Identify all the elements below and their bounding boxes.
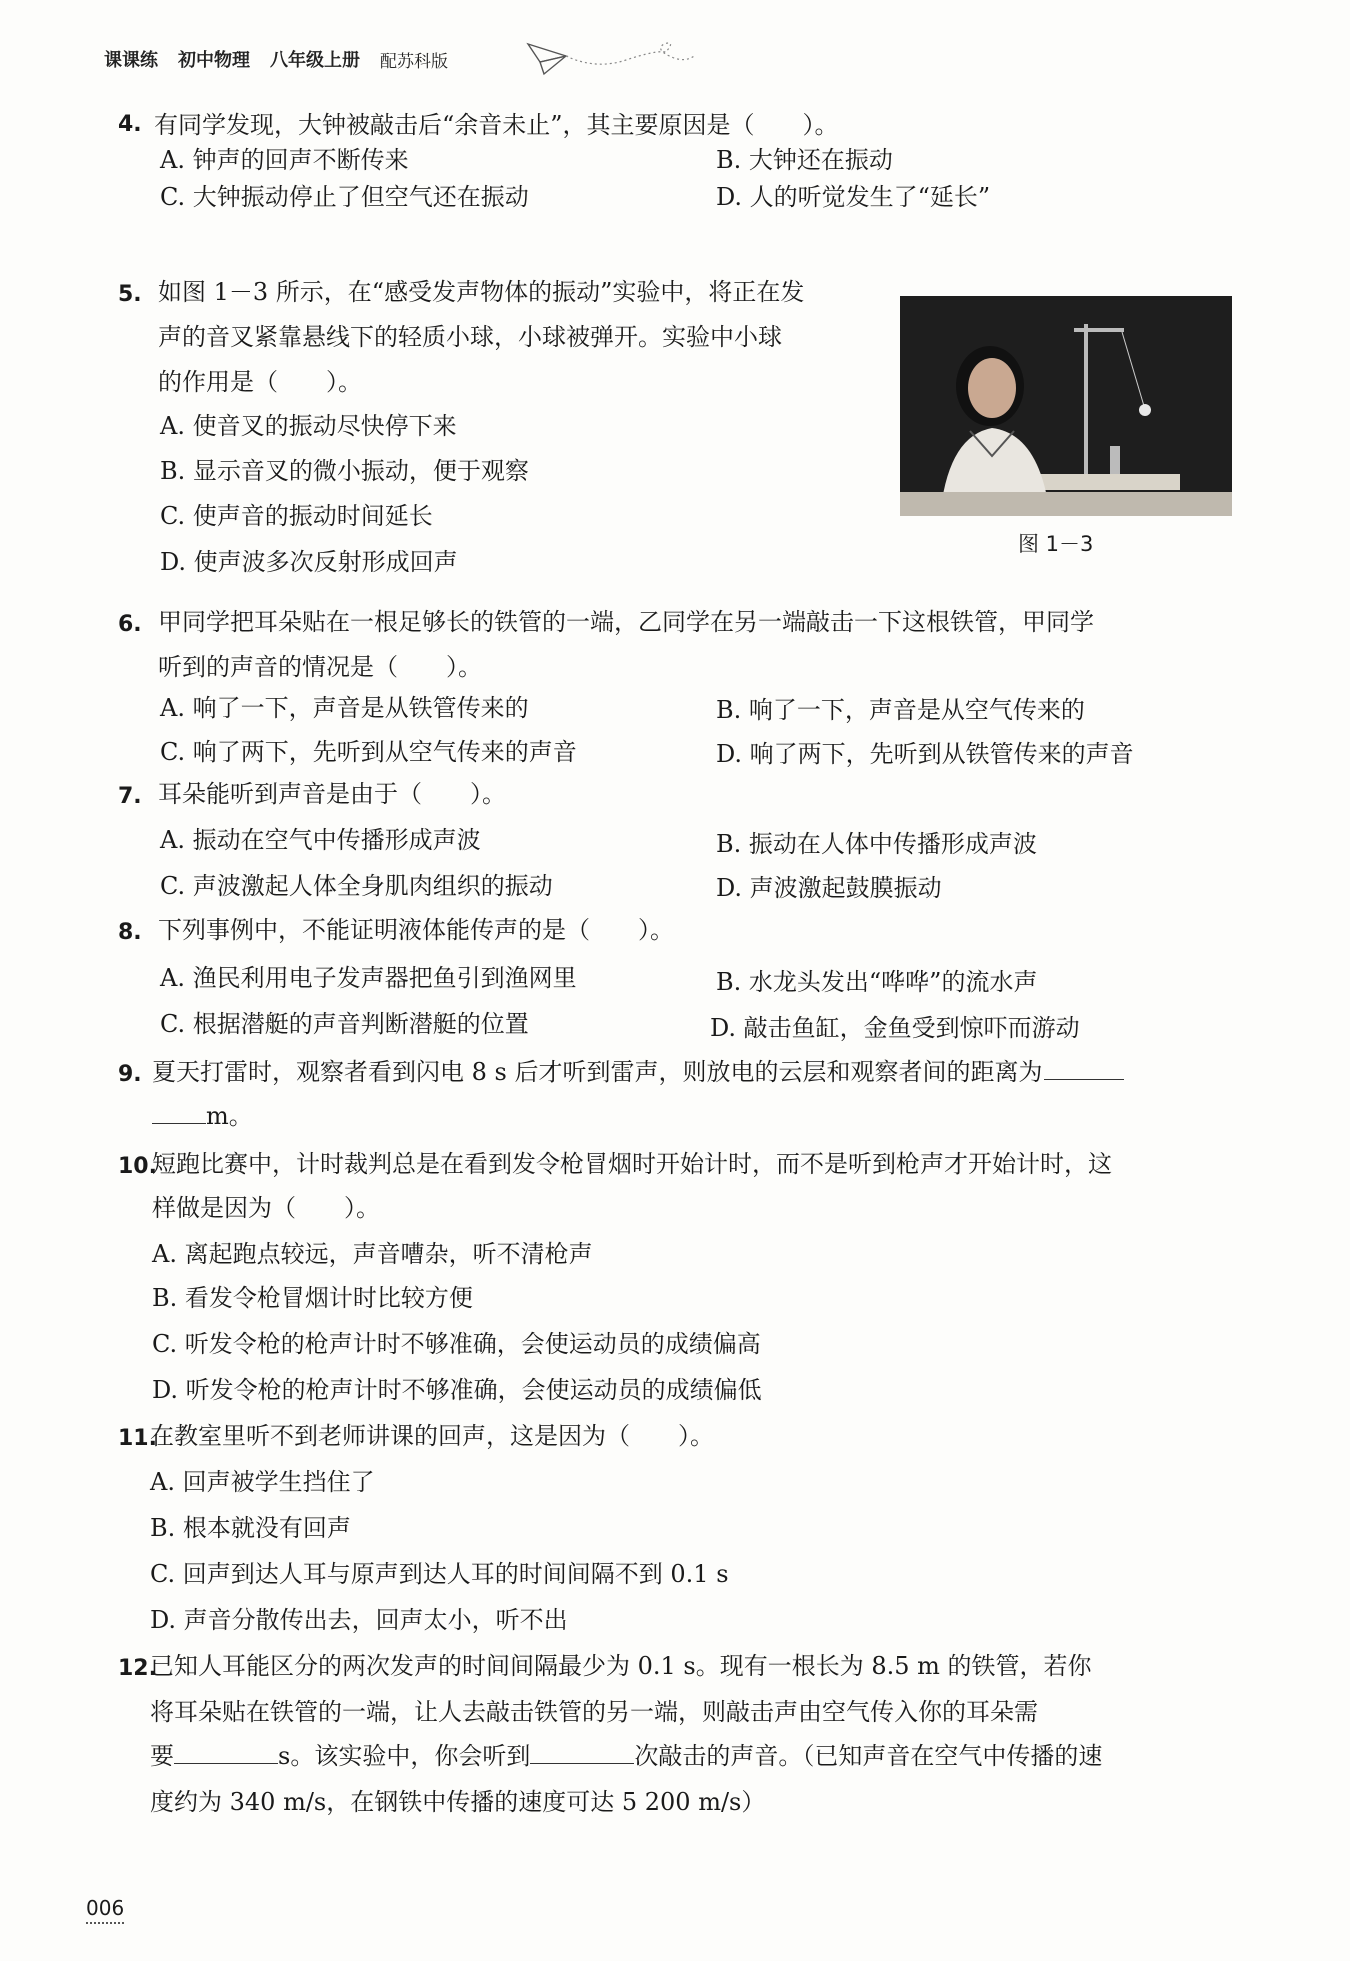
question-text-line: 样做是因为（ ）。 — [152, 1194, 380, 1222]
option-b: B. 大钟还在振动 — [716, 146, 893, 174]
option-b: B. 振动在人体中传播形成声波 — [716, 830, 1037, 858]
option-a: A. 渔民利用电子发声器把鱼引到渔网里 — [160, 964, 577, 992]
option-b: B. 显示音叉的微小振动，便于观察 — [160, 457, 529, 485]
book-series: 课课练 — [104, 50, 158, 71]
question-text-line: 甲同学把耳朵贴在一根足够长的铁管的一端，乙同学在另一端敲击一下这根铁管，甲同学 — [158, 608, 1094, 636]
option-d: D. 响了两下，先听到从铁管传来的声音 — [716, 740, 1134, 768]
option-c: C. 响了两下，先听到从空气传来的声音 — [160, 738, 577, 766]
book-edition: 配苏科版 — [380, 51, 448, 72]
option-d: D. 使声波多次反射形成回声 — [160, 548, 458, 576]
question-text-line: 短跑比赛中，计时裁判总是在看到发令枪冒烟时开始计时，而不是听到枪声才开始计时，这 — [152, 1150, 1112, 1178]
page-number: 006 — [86, 1896, 124, 1924]
figure-caption: 图 1－3 — [1018, 532, 1094, 556]
paper-plane-icon — [526, 36, 696, 78]
question-text-line: 如图 1－3 所示，在“感受发声物体的振动”实验中，将正在发 — [158, 278, 805, 306]
option-a: A. 振动在空气中传播形成声波 — [160, 826, 481, 854]
option-b: B. 根本就没有回声 — [150, 1514, 351, 1542]
option-c: C. 声波激起人体全身肌肉组织的振动 — [160, 872, 553, 900]
option-a: A. 钟声的回声不断传来 — [160, 146, 409, 174]
option-d: D. 声波激起鼓膜振动 — [716, 874, 942, 902]
question-text-line: 要 s。该实验中，你会听到 次敲击的声音。（已知声音在空气中传播的速 — [150, 1734, 1102, 1778]
option-c: C. 使声音的振动时间延长 — [160, 502, 433, 530]
figure-photo — [900, 296, 1232, 516]
option-a: A. 响了一下，声音是从铁管传来的 — [160, 694, 529, 722]
option-c: C. 根据潜艇的声音判断潜艇的位置 — [160, 1010, 529, 1038]
option-b: B. 水龙头发出“哗哗”的流水声 — [716, 968, 1038, 996]
option-b: B. 看发令枪冒烟计时比较方便 — [152, 1284, 473, 1312]
option-d: D. 敲击鱼缸，金鱼受到惊吓而游动 — [710, 1014, 1080, 1042]
option-c: C. 听发令枪的枪声计时不够准确，会使运动员的成绩偏高 — [152, 1330, 761, 1358]
option-c: C. 回声到达人耳与原声到达人耳的时间间隔不到 0.1 s — [150, 1560, 729, 1588]
option-d: D. 声音分散传出去，回声太小，听不出 — [150, 1606, 568, 1634]
question-text: 有同学发现，大钟被敲击后“余音未止”，其主要原因是（ ）。 — [154, 111, 839, 139]
option-a: A. 离起跑点较远，声音嘈杂，听不清枪声 — [152, 1240, 593, 1268]
option-c: C. 大钟振动停止了但空气还在振动 — [160, 183, 529, 211]
question-text: 下列事例中，不能证明液体能传声的是（ ）。 — [158, 916, 674, 944]
question-text: 在教室里听不到老师讲课的回声，这是因为（ ）。 — [150, 1422, 714, 1450]
question-text-line: 将耳朵贴在铁管的一端，让人去敲击铁管的另一端，则敲击声由空气传入你的耳朵需 — [150, 1698, 1038, 1726]
answer-blank[interactable] — [152, 1099, 206, 1124]
option-d: D. 人的听觉发生了“延长” — [716, 183, 991, 211]
book-grade: 八年级上册 — [270, 50, 360, 71]
question-text-line: 度约为 340 m/s，在钢铁中传播的速度可达 5 200 m/s） — [150, 1788, 766, 1816]
option-b: B. 响了一下，声音是从空气传来的 — [716, 696, 1085, 724]
question-text-line: 听到的声音的情况是（ ）。 — [158, 653, 482, 681]
question-text-line: 的作用是（ ）。 — [158, 368, 362, 396]
answer-blank[interactable] — [174, 1739, 278, 1764]
answer-blank[interactable] — [530, 1739, 634, 1764]
option-a: A. 回声被学生挡住了 — [150, 1468, 375, 1496]
answer-blank[interactable] — [1044, 1055, 1124, 1080]
page-header — [104, 44, 468, 74]
option-a: A. 使音叉的振动尽快停下来 — [160, 412, 457, 440]
question-text-line: 已知人耳能区分的两次发声的时间间隔最少为 0.1 s。现有一根长为 8.5 m 的铁管，若你 — [150, 1652, 1092, 1680]
option-d: D. 听发令枪的枪声计时不够准确，会使运动员的成绩偏低 — [152, 1376, 762, 1404]
question-text-line: m。 — [152, 1094, 253, 1138]
question-text: 耳朵能听到声音是由于（ ）。 — [158, 780, 506, 808]
question-text-line: 夏天打雷时，观察者看到闪电 8 s 后才听到雷声，则放电的云层和观察者间的距离为 — [152, 1050, 1124, 1094]
book-subject: 初中物理 — [178, 50, 250, 71]
question-text-line: 声的音叉紧靠悬线下的轻质小球，小球被弹开。实验中小球 — [158, 323, 782, 351]
